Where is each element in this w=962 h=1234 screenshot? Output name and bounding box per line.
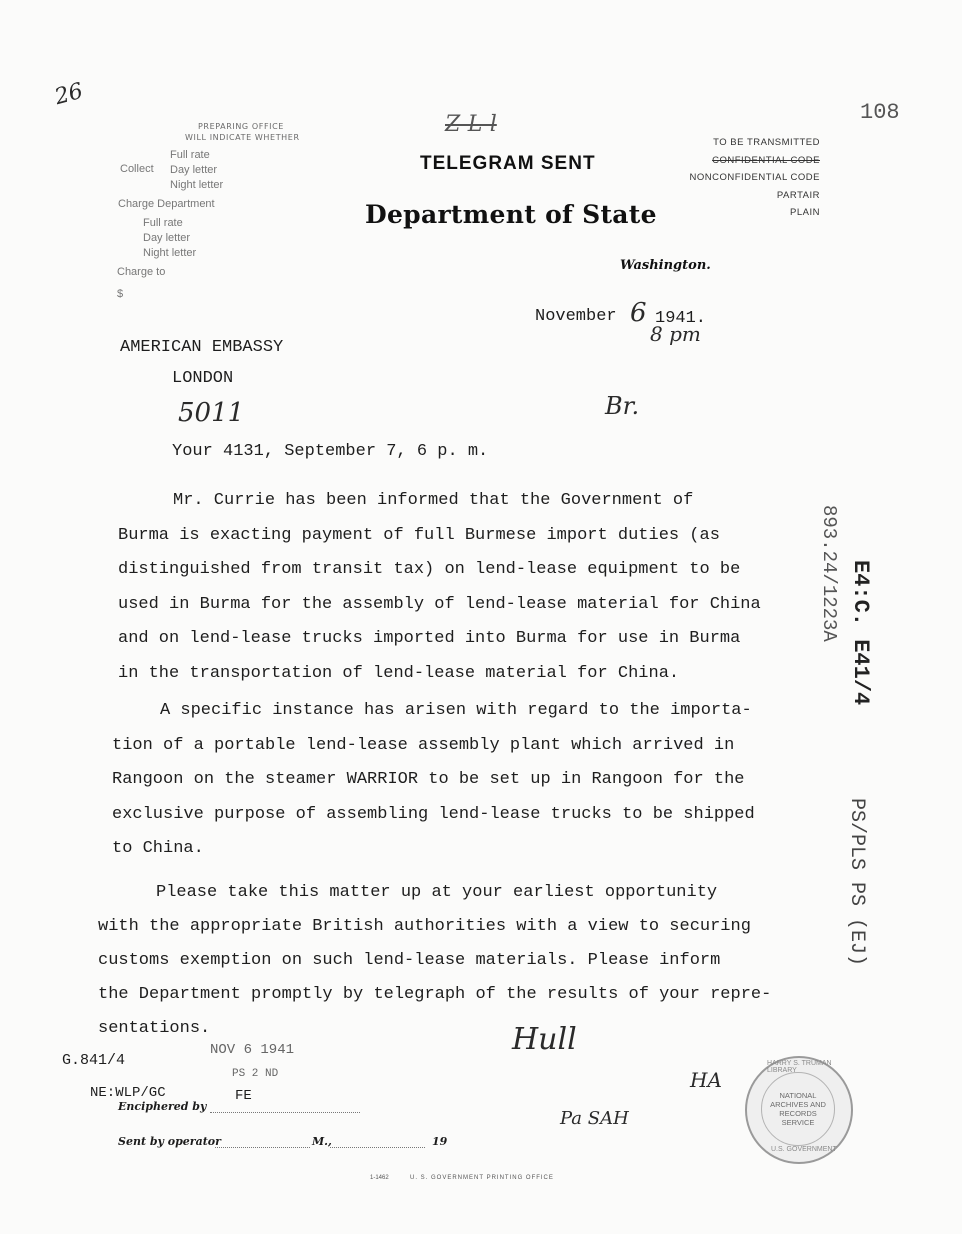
enciphered-by-line [210,1112,360,1113]
struck-code: Z-L-l [445,112,497,137]
corner-handwritten-number: 26 [52,78,86,111]
charge-to-label: Charge to [117,266,166,278]
sent-by-operator-label: Sent by operator [118,1135,221,1148]
paragraph-line: Mr. Currie has been informed that the Government of [173,491,694,510]
paragraph-line: tion of a portable lend-lease assembly plant which arrived in [112,735,735,755]
paragraph-line: customs exemption on such lend-lease materials. Please inform [98,951,721,970]
dollar-sign: $ [117,288,124,300]
form-number: 1-1462 [370,1175,389,1181]
transmit-title: TO BE TRANSMITTED [713,137,820,148]
routing-stamp: E4:C. E41/4 [848,560,873,706]
charge-option: Night letter [143,247,197,259]
collect-option: Night letter [170,179,224,191]
paragraph-line: and on lend-lease trucks imported into Burma for use in Burma [118,629,741,648]
date-year: 1941. [655,309,707,328]
file-reference: G.841/4 [62,1052,126,1069]
paragraph-1 [118,484,761,691]
paragraph-line: Rangoon on the steamer WARRIOR to be set up in Rangoon for the [112,770,745,789]
collect-label: Collect [120,163,154,175]
collect-options [170,148,223,193]
nonconfidential-code: NONCONFIDENTIAL CODE [689,172,820,183]
washington-label: Washington. [620,258,711,273]
preparing-office-line1: PREPARING OFFICE [198,122,284,131]
stamp-bottom-text: U.S. GOVERNMENT [771,1146,837,1153]
address-line1: AMERICAN EMBASSY [120,338,284,357]
collect-option: Full rate [170,149,210,161]
charge-option: Day letter [143,232,191,244]
paragraph-line: Burma is exacting payment of full Burmese import duties (as [118,525,720,545]
collect-option: Day letter [170,164,218,176]
year-prefix: 19 [432,1135,448,1148]
national-archives-stamp [745,1056,853,1164]
paragraph-line: used in Burma for the assembly of lend-lease material for China [118,594,761,614]
paragraph-3 [98,876,771,1046]
stamp-ring-text: HARRY S. TRUMAN LIBRARY [767,1060,832,1074]
government-printing-office: U. S. GOVERNMENT PRINTING OFFICE [410,1175,554,1181]
paragraph-line: distinguished from transit tax) on lend-lease equipment to be [118,560,741,579]
partair-option: PARTAIR [776,189,820,201]
address-initial: Br. [605,392,640,420]
office-code: NE:WLP/GC [90,1085,166,1101]
handwritten-initials: Pa SAH [560,1108,629,1129]
charge-option: Full rate [143,217,183,229]
cable-number: 5011 [178,398,245,428]
stamp-center [761,1072,835,1146]
paragraph-line: the Department promptly by telegraph of the results of your repre- [98,985,772,1004]
transmit-block [660,134,820,222]
paragraph-line: A specific instance has arisen with regard to the importa- [160,701,752,720]
fe-code: FE [235,1088,252,1104]
reference-line: Your 4131, September 7, 6 p. m. [172,442,489,461]
enciphered-by-label: Enciphered by [118,1100,207,1113]
page-number: 108 [860,100,900,125]
date-stamp: NOV 6 1941 [210,1042,295,1058]
stamp-line: SERVICE [781,1118,815,1127]
telegram-sent-title: TELEGRAM SENT [420,153,596,174]
stamp-line: NATIONAL [779,1091,817,1100]
stamp-line: ARCHIVES AND [770,1100,826,1109]
paragraph-line: to China. [112,839,204,858]
sent-by-operator-line [215,1147,310,1148]
date-time: 8 pm [650,322,701,346]
hull-signature: Hull [512,1022,577,1057]
m-label: M., [312,1135,332,1148]
paragraph-line: with the appropriate British authorities with a view to securing [98,917,751,936]
date-day: 6 [630,298,647,328]
handwritten-initials-right: HA [690,1068,722,1092]
division-stamp: PS/PLS PS (EJ) [845,798,868,967]
plain-option: PLAIN [790,207,820,218]
charge-options [143,216,196,261]
address-line2: LONDON [172,369,234,388]
preparing-office-line2: WILL INDICATE WHETHER [185,133,300,142]
department-of-state-title: Department of State [365,200,657,229]
m-line [330,1147,425,1148]
stamp-line: RECORDS [779,1109,817,1118]
paragraph-line: sentations. [98,1019,211,1038]
paragraph-line: Please take this matter up at your earliest opportunity [156,883,718,902]
paragraph-2 [112,694,755,867]
date-month: November [535,307,617,326]
file-number-stamp: 893.24/1223A [818,505,840,642]
fe-date: PS 2 ND [232,1068,279,1080]
charge-department-label: Charge Department [118,198,215,210]
paragraph-line: exclusive purpose of assembling lend-lease trucks to be shipped [112,804,755,824]
paragraph-line: in the transportation of lend-lease material for China. [118,663,680,683]
confidential-code: CONFIDENTIAL CODE [712,154,820,166]
